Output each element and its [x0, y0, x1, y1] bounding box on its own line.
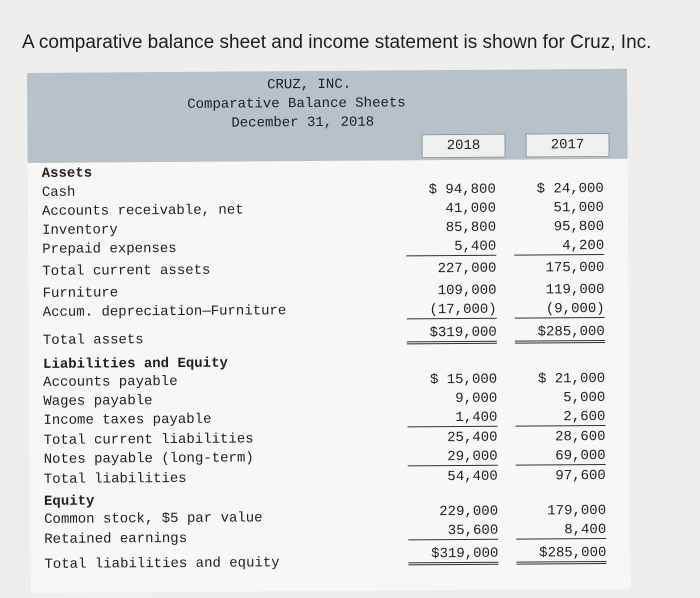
value-2018: 35,600: [408, 523, 498, 541]
value-2018: $ 94,800: [428, 181, 496, 199]
row-label: Prepaid expenses: [42, 240, 177, 258]
statement-title: Comparative Balance Sheets: [187, 95, 406, 113]
value-2018: 25,400: [447, 429, 498, 447]
value-2018: 229,000: [439, 503, 499, 521]
row-label: Cash: [41, 184, 76, 201]
value-2018: (17,000): [407, 302, 497, 320]
section-heading-liabilities-equity: Liabilities and Equity: [42, 355, 228, 373]
value-2018: 9,000: [455, 390, 498, 408]
row-label: Total liabilities: [43, 470, 187, 488]
value-2018: 41,000: [445, 200, 497, 218]
row-label: Income taxes payable: [43, 411, 212, 429]
value-2017: 119,000: [545, 281, 605, 299]
balance-sheet: [27, 69, 631, 593]
value-2017: 69,000: [516, 448, 606, 466]
value-2017: $285,000: [515, 324, 605, 344]
value-2017: $285,000: [516, 545, 606, 565]
row-label: Notes payable (long-term): [43, 450, 254, 468]
row-label: Accounts payable: [43, 373, 178, 391]
value-2018: 85,800: [445, 219, 497, 237]
value-2018: 29,000: [408, 449, 498, 467]
value-2017: $ 24,000: [536, 180, 604, 198]
row-label: Total liabilities and equity: [44, 555, 280, 573]
value-2018: 54,400: [447, 468, 498, 486]
value-2017: $ 21,000: [537, 370, 606, 388]
company-name: CRUZ, INC.: [267, 76, 352, 94]
row-label: Total current assets: [42, 262, 211, 280]
value-2017: 95,800: [553, 218, 605, 236]
column-header-2017: 2017: [525, 133, 609, 158]
value-2017: 97,600: [555, 467, 606, 485]
value-2018: 5,400: [406, 239, 496, 257]
row-label: Total current liabilities: [43, 431, 254, 449]
value-2018: 109,000: [437, 282, 497, 300]
row-label: Wages payable: [43, 393, 153, 410]
statement-date: December 31, 2018: [231, 114, 375, 132]
value-2017: 179,000: [547, 502, 607, 520]
row-label: Furniture: [42, 285, 119, 302]
row-label: Retained earnings: [44, 530, 188, 548]
row-label: Inventory: [42, 222, 118, 239]
value-2017: 28,600: [555, 428, 606, 446]
row-label: Accum. depreciation—Furniture: [42, 303, 287, 321]
value-2018: $319,000: [407, 325, 497, 345]
value-2018: $ 15,000: [429, 371, 498, 389]
value-2018: 1,400: [407, 410, 497, 428]
row-label: Accounts receivable, net: [41, 202, 244, 220]
value-2017: 2,600: [515, 409, 605, 427]
column-header-2018: 2018: [421, 134, 505, 159]
value-2018: $319,000: [408, 546, 498, 566]
value-2017: 51,000: [553, 199, 605, 217]
value-2017: (9,000): [515, 301, 605, 319]
value-2017: 8,400: [516, 522, 606, 540]
intro-text: A comparative balance sheet and income statement is shown for Cruz, Inc.: [22, 32, 652, 53]
section-heading-equity: Equity: [43, 493, 95, 510]
value-2018: 227,000: [437, 260, 497, 278]
section-heading-assets: Assets: [41, 165, 93, 182]
value-2017: 5,000: [563, 389, 606, 407]
value-2017: 175,000: [545, 259, 605, 277]
row-label: Total assets: [42, 332, 144, 349]
value-2017: 4,200: [514, 238, 604, 256]
row-label: Common stock, $5 par value: [44, 510, 263, 528]
